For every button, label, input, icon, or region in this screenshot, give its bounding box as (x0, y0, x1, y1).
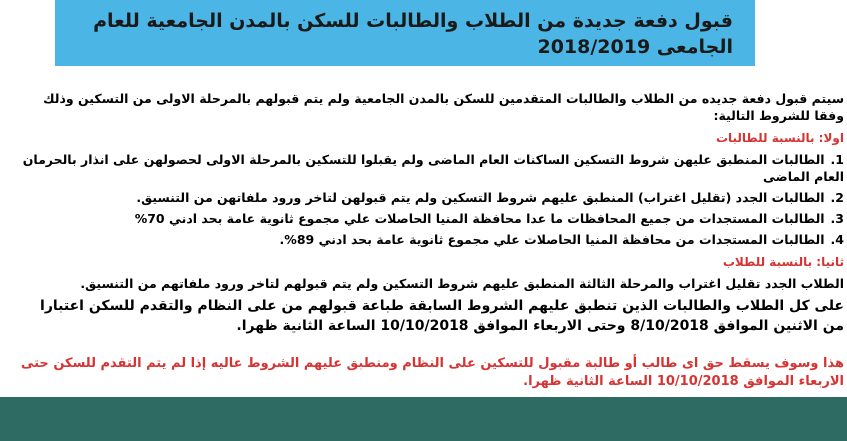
footer-bar (0, 397, 847, 441)
title-banner (55, 0, 755, 68)
banner-title-line2: الجامعى 2018/2019 (537, 36, 733, 58)
item-text: الطالبات المستجدات من جميع المحافظات ما عدا محافظة المنيا الحاصلات علي مجموع ثانوية عامة بحد ادني 70% (134, 211, 825, 226)
item-number: 3. (830, 211, 844, 226)
item-text: الطالبات المستجدات من محافظة المنيا الحاصلات علي مجموع ثانوية عامة بحد ادني 89%. (279, 232, 825, 247)
announcement-body (14, 90, 844, 296)
list-item (14, 210, 844, 227)
deadline-warning: هذا وسوف يسقط حق اى طالب أو طالبة مقبول للتسكين على النظام ومنطبق عليهم الشروط عاليه إذا لم يتم التقدم للسكن حتى الاربعاء الموافق 10/10/2018 الساعة الثانية ظهرا. (20, 356, 844, 389)
item-number: 2. (830, 190, 844, 205)
male-section-text: الطلاب الجدد تقليل اغتراب والمرحلة الثالثة المنطبق عليهم شروط التسكين ولم يتم قبولهم لتاخر ورود ملفاتهم من التنسيق. (80, 276, 844, 291)
list-item (14, 231, 844, 248)
intro-paragraph: سيتم قبول دفعة جديده من الطلاب والطالبات المتقدمين للسكن بالمدن الجامعية ولم يتم قبولهم بالمرحلة الاولى من التسكين وذلك وفقا للشروط التالية: (43, 91, 844, 123)
banner-title-line1: قبول دفعة جديدة من الطلاب والطالبات للسكن بالمدن الجامعية للعام (93, 10, 733, 32)
item-text: الطالبات المنطبق عليهن شروط التسكين الساكنات العام الماضى ولم يقبلوا للتسكين بالمرحلة الاولى لحصولهن على انذار بالحرمان العام الماضى (22, 152, 844, 184)
male-section-heading: ثانيا: بالنسبة للطلاب (722, 255, 844, 269)
item-text: الطالبات الجدد (تقليل اغتراب) المنطبق عليهم شروط التسكين ولم يتم قبولهن لتاخر ورود ملفاتهن من التنسيق. (136, 190, 825, 205)
item-number: 4. (830, 232, 844, 247)
application-notice: على كل الطلاب والطالبات الذين تنطبق عليهم الشروط السابقة طباعة قبولهم من على النظام والتقدم للسكن اعتبارا من الاثنين الموافق 8/10/2018 وحتى الاربعاء الموافق 10/10/2018 الساعة الثانية ظهرا. (40, 298, 844, 334)
female-section-heading: اولا: بالنسبة للطالبات (715, 131, 844, 145)
banner-title (93, 8, 733, 60)
item-number: 1. (830, 152, 844, 167)
list-item (14, 189, 844, 206)
list-item (14, 151, 844, 185)
